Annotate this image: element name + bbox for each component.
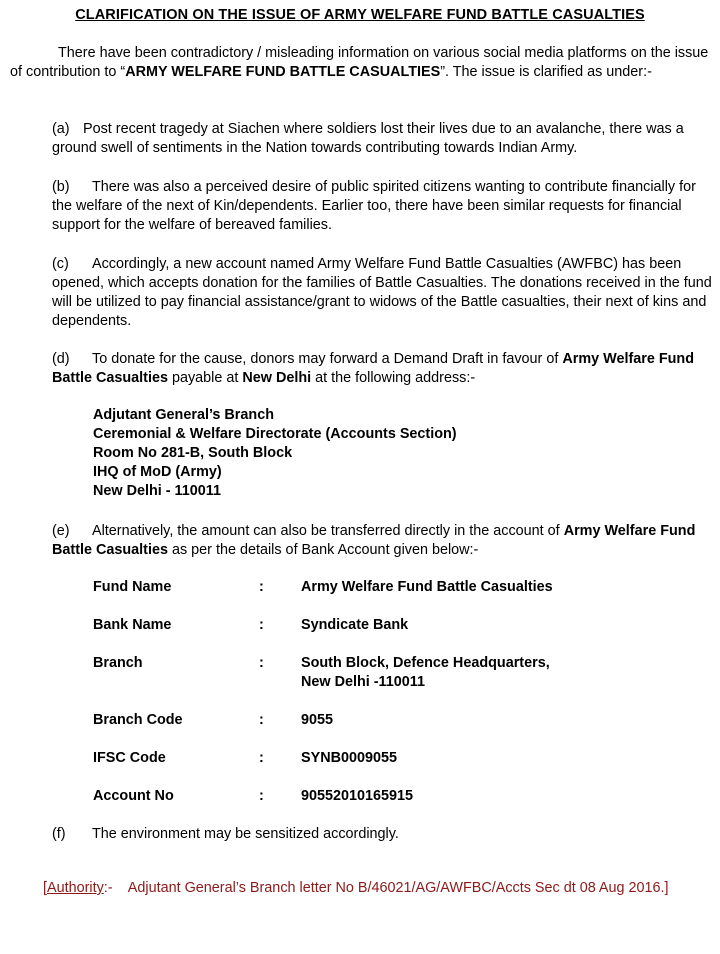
item-a [52, 120, 712, 158]
address-line: New Delhi - 110011 [93, 483, 221, 499]
authority-note [43, 880, 669, 896]
bank-value: 9055 [301, 712, 334, 728]
item-a-text: Post recent tragedy at Siachen where soldiers lost their lives due to an avalanche, there was a ground swell of sentiments in the Nation towards contributing towards Indian Army. [52, 121, 684, 156]
bank-value: South Block, Defence Headquarters, [301, 655, 550, 671]
bank-key: IFSC Code [93, 750, 166, 766]
item-c-label: (c) [52, 256, 69, 272]
address-line: Room No 281-B, South Block [93, 445, 293, 461]
intro-paragraph [10, 44, 710, 82]
authority-text: :- Adjutant General’s Branch letter No B/46021/AG/AWFBC/Accts Sec dt 08 Aug 2016.] [103, 880, 669, 896]
item-a-label: (a) [52, 121, 70, 137]
item-f-label: (f) [52, 826, 66, 842]
bank-separator: : [259, 750, 264, 766]
item-d [52, 350, 712, 388]
item-e-text-before: Alternatively, the amount can also be transferred directly in the account of [92, 523, 564, 539]
authority-bracket: [ [43, 880, 47, 896]
item-f [52, 825, 712, 844]
item-e [52, 522, 712, 560]
item-d-fund-name: Army Welfare Fund Battle Casualties [52, 351, 695, 386]
item-e-label: (e) [52, 523, 70, 539]
address-line: Adjutant General’s Branch [93, 407, 274, 423]
bank-separator: : [259, 655, 264, 671]
postal-address [93, 406, 457, 501]
bank-key: Fund Name [93, 579, 172, 595]
bank-value: 90552010165915 [301, 788, 414, 804]
item-d-text-mid: payable at [167, 370, 243, 386]
item-b-text: There was also a perceived desire of public spirited citizens wanting to contribute financially for the welfare of the next of Kin/dependents. Earlier too, there have been similar requests for financial support for the welfare of bereaved families. [52, 179, 696, 233]
bank-key: Branch [93, 655, 143, 671]
bank-value: SYNB0009055 [301, 750, 398, 766]
address-line: IHQ of MoD (Army) [93, 464, 222, 480]
bank-key: Account No [93, 788, 174, 804]
item-c [52, 255, 712, 331]
item-b-label: (b) [52, 179, 70, 195]
address-line: Ceremonial & Welfare Directorate (Accounts Section) [93, 426, 457, 442]
item-d-text-after: at the following address:- [311, 370, 476, 386]
bank-value: Syndicate Bank [301, 617, 409, 633]
bank-separator: : [259, 617, 264, 633]
item-c-text: Accordingly, a new account named Army Welfare Fund Battle Casualties (AWFBC) has been opened, which accepts donation for the families of Battle Casualties. The donations received in the fund will be utilized to pay financial assistance/grant to widows of the Battle casualties, their next of kins and dependents. [52, 256, 712, 329]
bank-value-line2: New Delhi -110011 [301, 674, 425, 690]
item-e-fund-name: Army Welfare Fund Battle Casualties [52, 523, 696, 558]
bank-value: Army Welfare Fund Battle Casualties [301, 579, 553, 595]
document-title: CLARIFICATION ON THE ISSUE OF ARMY WELFARE FUND BATTLE CASUALTIES [75, 7, 645, 23]
item-b [52, 178, 712, 235]
intro-text-before: There have been contradictory / misleading information on various social media platforms on the issue of contribution to “ [10, 45, 709, 80]
bank-separator: : [259, 788, 264, 804]
item-d-label: (d) [52, 351, 70, 367]
bank-separator: : [259, 712, 264, 728]
item-d-city: New Delhi [242, 370, 312, 386]
item-d-text-before: To donate for the cause, donors may forward a Demand Draft in favour of [92, 351, 563, 367]
intro-text-after: ”. The issue is clarified as under:- [440, 64, 652, 80]
authority-label: Authority [47, 880, 104, 896]
bank-key: Branch Code [93, 712, 183, 728]
item-f-text: The environment may be sensitized accordingly. [92, 826, 399, 842]
item-e-text-after: as per the details of Bank Account given below:- [167, 542, 479, 558]
bank-key: Bank Name [93, 617, 172, 633]
intro-fund-name: ARMY WELFARE FUND BATTLE CASUALTIES [125, 64, 441, 80]
bank-separator: : [259, 579, 264, 595]
